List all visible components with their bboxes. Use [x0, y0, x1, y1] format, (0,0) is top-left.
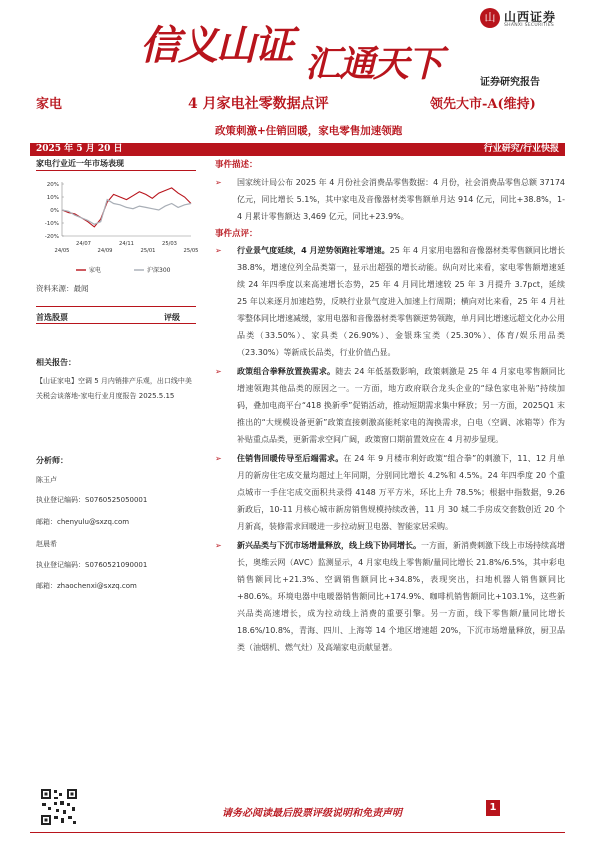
slogan-part2: 汇通天下 [305, 43, 442, 85]
pick-stock-label: 首选股票 [36, 313, 68, 322]
slogan-part1: 信义山证 [140, 22, 292, 69]
page-number: 1 [486, 800, 500, 816]
report-category: 行业研究/行业快报 [483, 144, 559, 154]
chart-source: 资料来源：最闻 [36, 284, 89, 293]
analysts-title: 分析师： [36, 456, 68, 465]
slogan-banner [140, 6, 490, 84]
analyst-email[interactable]: 邮箱：zhaochenxi@sxzq.com [36, 582, 137, 590]
x-tick-label: 24/09 [97, 248, 113, 254]
industry-label: 家电 [36, 97, 63, 112]
pick-rating-label: 评级 [164, 313, 180, 322]
comment-headline: 住销售回暖传导至后端需求。 [237, 454, 344, 463]
footer-divider [30, 832, 565, 833]
comment-headline: 政策组合拳释放置换需求。 [237, 367, 336, 376]
arrow-bullet-icon: ➢ [215, 246, 222, 255]
arrow-bullet-icon: ➢ [215, 541, 222, 550]
report-type: 证券研究报告 [480, 77, 540, 88]
arrow-bullet-icon: ➢ [215, 367, 222, 376]
x-tick-label: 24/05 [54, 248, 70, 254]
x-tick-label: 24/07 [76, 241, 91, 247]
y-tick-label: 10% [46, 195, 59, 201]
date-bar [30, 143, 565, 156]
x-tick-label: 25/01 [140, 248, 156, 254]
market-chart-title: 家电行业近一年市场表现 [36, 159, 124, 168]
main-content [215, 158, 565, 656]
x-tick-label: 25/03 [162, 241, 177, 247]
analyst-cert: 执业登记编码：S0760521090001 [36, 561, 148, 569]
disclaimer: 请务必阅读最后股票评级说明和免责声明 [222, 808, 402, 819]
comments-title: 事件点评： [215, 229, 258, 239]
comment-paragraph [215, 363, 565, 448]
market-chart-svg [36, 172, 199, 282]
arrow-bullet-icon: ➢ [215, 178, 222, 187]
logo-name-cn: 山西证券 [504, 10, 557, 24]
analyst-cert: 执业登记编码：S0760525050001 [36, 496, 148, 504]
comment-text: 一方面，新消费刺激下线上市场持续高增长，奥维云网（AVC）监测显示，4 月家电线上零售额/量同比增长 21.8%/6.5%，其中彩电销售额同比+21.3%、空调销售额同比+34.8%，表现突出，扫地机器人销售额同比+80.6%。环境电器中电暖器销售额同比+174.9%、咖啡机销售额同比+103.1%，这些新兴品类高速增长，成为拉动线上消费的重要引擎。另一方面，线下零售额/量同比增长 18.6%/10.8%，青海、四川、上海等 14 个地区增速超 20%，下沉市场增量释放，厨卫品类（油烟机、燃气灶）及高端家电贡献显著。 [237, 541, 565, 652]
market-performance-chart [36, 172, 199, 282]
analyst-name: 陈玉卢 [36, 476, 57, 484]
industry-rating: 领先大市-A(维持) [430, 97, 536, 112]
event-text: 国家统计局公布 2025 年 4 月份社会消费品零售数据：4 月份，社会消费品零售总额 37174 亿元，同比增长 5.1%，其中家电及音像器材类零售额单月达 914 亿元，同比+38.8%，1-4 月累计零售额达 3,469 亿元，同比+23.9%。 [237, 178, 565, 221]
x-tick-label: 25/05 [183, 248, 199, 254]
legend-label: 沪深300 [147, 267, 171, 274]
comment-paragraph [215, 537, 565, 656]
arrow-bullet-icon: ➢ [215, 454, 222, 463]
comment-headline: 新兴品类与下沉市场增量释放，线上线下协同增长。 [237, 541, 421, 550]
events-title: 事件描述： [215, 160, 258, 170]
y-tick-label: 0% [50, 208, 59, 214]
left-column [36, 158, 196, 169]
series-line-csi300 [62, 200, 191, 225]
event-paragraph [215, 174, 565, 225]
analyst-name: 赵晨希 [36, 540, 57, 548]
report-date: 2025 年 5 月 20 日 [36, 144, 123, 154]
divider [36, 323, 196, 324]
related-report-link[interactable]: 【山证家电】空调 5 月内销排产乐观，出口线中美关税会谈落地-家电行业月度报告 2025.5.15 [36, 377, 192, 400]
y-tick-label: -20% [44, 234, 59, 240]
y-tick-label: -10% [44, 221, 59, 227]
logo-seal-icon: 山 [480, 8, 500, 28]
company-logo [480, 6, 590, 36]
x-tick-label: 24/11 [119, 241, 134, 247]
qr-code-icon [40, 788, 78, 826]
y-tick-label: 20% [46, 182, 59, 188]
analyst-email[interactable]: 邮箱：chenyulu@sxzq.com [36, 518, 130, 526]
report-title: 4 月家电社零数据点评 [188, 96, 329, 112]
divider [36, 306, 196, 307]
comment-headline: 行业景气度延续，4 月逆势领跑社零增速。 [237, 246, 390, 255]
divider [36, 170, 196, 171]
logo-name-en: SHANXI SECURITIES [504, 23, 554, 28]
legend-label: 家电 [89, 267, 102, 274]
report-subtitle: 政策刺激+住销回暖，家电零售加速领跑 [215, 125, 403, 137]
comment-text: 在 24 年 9 月楼市利好政策“组合拳”的刺激下，11、12 月单月的新房住宅成交量均超过上年同期，分别同比增长 4.2%和 4.5%。24 年四季度 20 个重点城市一手住宅成交面积共录得 4148 万平方米，环比上升 78.5%；根据中指数据，9.26 新政后，10-11 月核心城市新房销售规模持续改善，11 月 30 城二手房成交套数创近 20 个月新高，装修需求回暖进一步拉动厨卫电器、智能家居采购。 [237, 454, 565, 531]
comment-paragraph [215, 242, 565, 361]
related-reports-title: 相关报告： [36, 358, 76, 367]
comment-text: 25 年 4 月家用电器和音像器材类零售额同比增长 38.8%，增速位列全品类第一，显示出超强的增长动能。纵向对比来看，家电零售额增速延续 24 年四季度以来高速增长态势，25 年 4 月同比增速较 25 年 3 月提升 3.7pct，延续 25 年以来逐月加速趋势，反映行业景气度进入加速上行周期；横向对比来看，25 年 4 月社零整体同比增速减缓，家用电器和音像器材类零售额逆势领跑，单月同比增速远超文化办公用品类（33.50%）、家具类（26.90%）、金银珠宝类（25.30%）、体育/娱乐用品类（23.30%）等新成长品类，行业价值凸显。 [237, 246, 565, 357]
comment-text: 随去 24 年低基数影响，政策刺激是 25 年 4 月家电零售额同比增速领跑其他品类的原因之一。一方面，地方政府联合龙头企业的“绿色家电补贴”持续加码，叠加电商平台“418 换新季”促销活动，推动短期需求集中释放；另一方面，2025Q1 末推出的“大规模设备更新”政策直接刺激高能耗家电的淘换需求，白电（空调、冰箱等）作为补贴重点品类，更新需求空间广阔，政策窗口期前置效应在 4 月初步显现。 [237, 367, 565, 444]
comment-paragraph [215, 450, 565, 535]
